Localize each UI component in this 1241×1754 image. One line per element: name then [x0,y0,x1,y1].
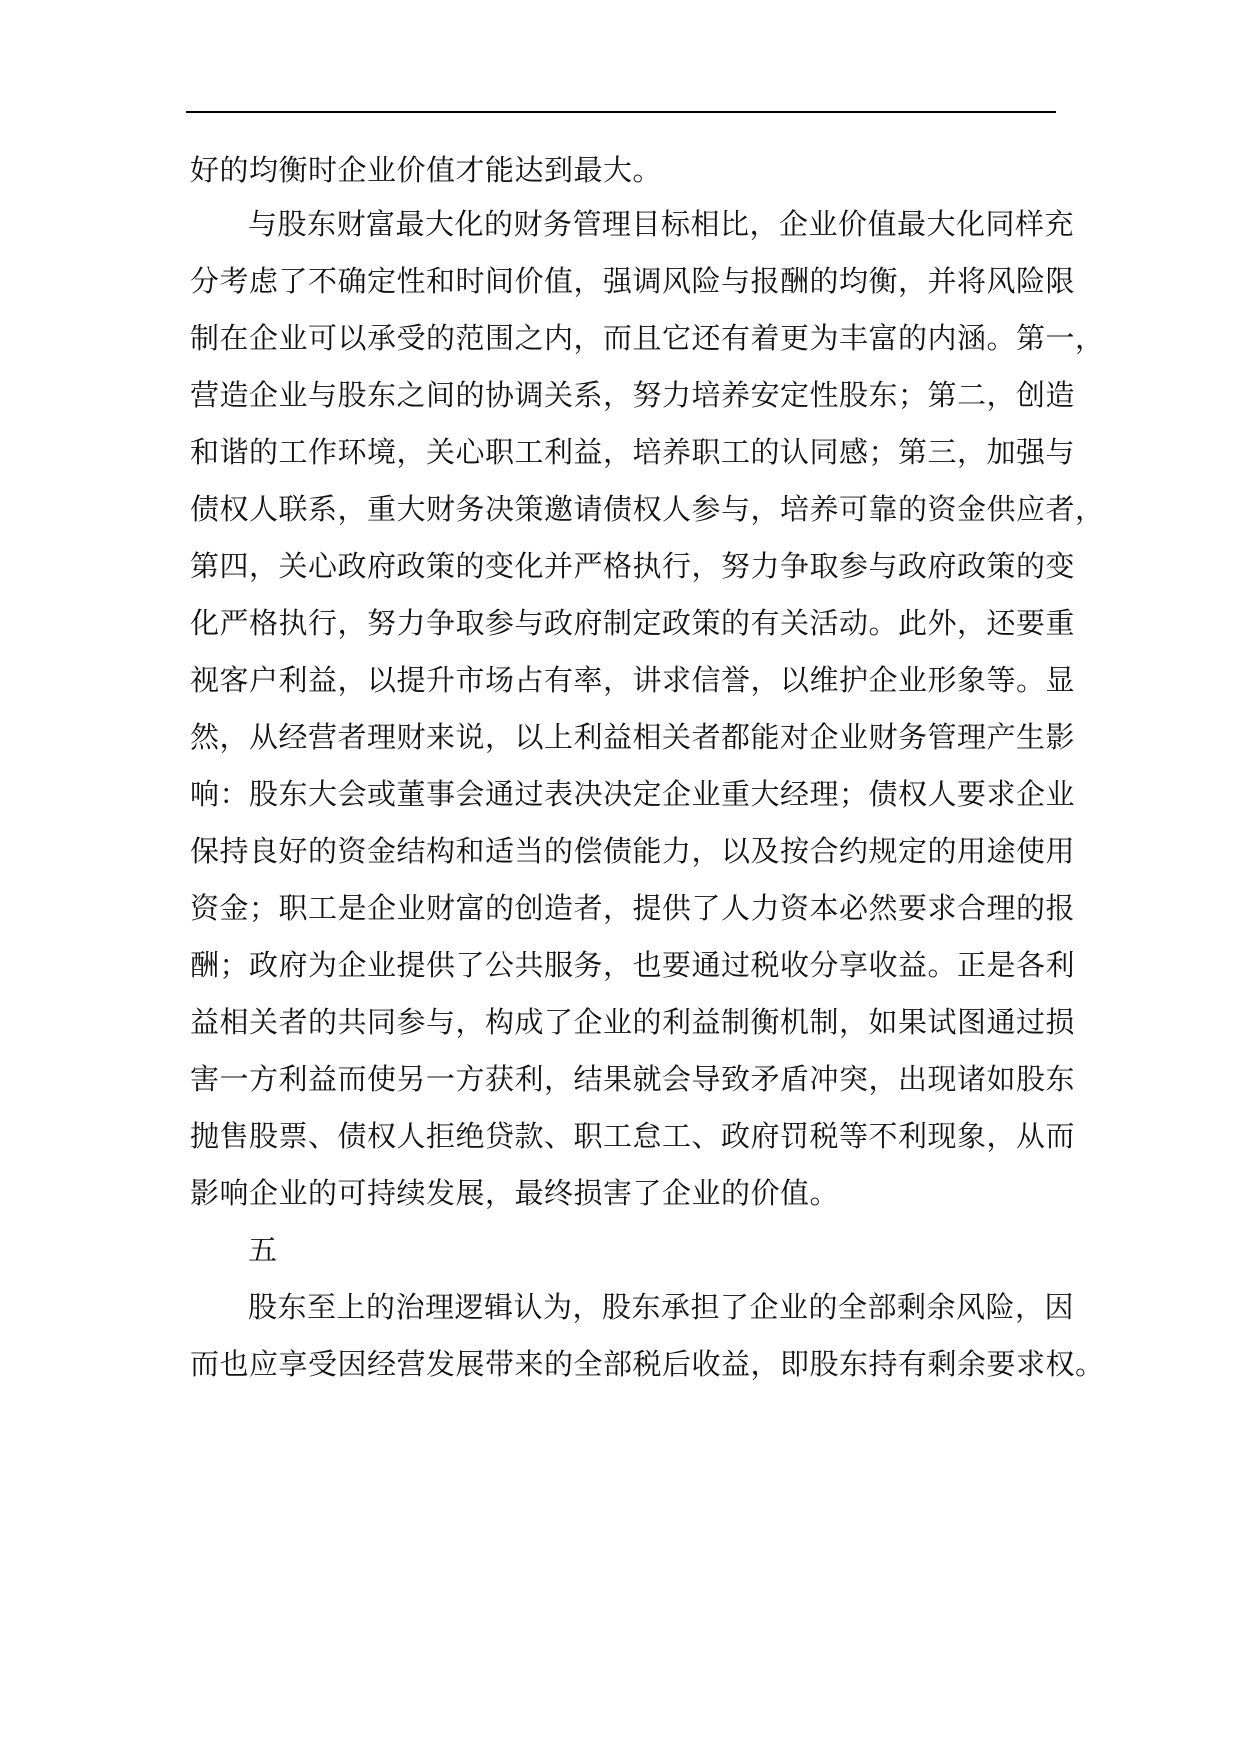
text-line: 害一方利益而使另一方获利，结果就会导致矛盾冲突，出现诸如股东 [190,1062,1076,1096]
text-line: 影响企业的可持续发展，最终损害了企业的价值。 [190,1176,840,1210]
text-line: 而也应享受因经营发展带来的全部税后收益，即股东持有剩余要求权。 [190,1347,1105,1381]
text-line: 债权人联系，重大财务决策邀请债权人参与，培养可靠的资金供应者， [190,492,1105,526]
text-line: 保持良好的资金结构和适当的偿债能力，以及按合约规定的用途使用 [190,834,1076,868]
text-line: 益相关者的共同参与，构成了企业的利益制衡机制，如果试图通过损 [190,1005,1076,1039]
paragraph-start-line: 股东至上的治理逻辑认为，股东承担了企业的全部剩余风险，因 [248,1290,1075,1324]
text-line: 化严格执行，努力争取参与政府制定政策的有关活动。此外，还要重 [190,606,1076,640]
text-line: 酬；政府为企业提供了公共服务，也要通过税收分享收益。正是各利 [190,948,1076,982]
text-line: 好的均衡时企业价值才能达到最大。 [190,153,663,187]
text-line: 资金；职工是企业财富的创造者，提供了人力资本必然要求合理的报 [190,891,1076,925]
text-line: 抛售股票、债权人拒绝贷款、职工怠工、政府罚税等不利现象，从而 [190,1119,1076,1153]
text-line: 响：股东大会或董事会通过表决决定企业重大经理；债权人要求企业 [190,777,1076,811]
section-heading: 五 [248,1233,278,1267]
text-line: 第四，关心政府政策的变化并严格执行，努力争取参与政府政策的变 [190,549,1076,583]
paragraph-start-line: 与股东财富最大化的财务管理目标相比，企业价值最大化同样充 [248,207,1075,241]
text-line: 营造企业与股东之间的协调关系，努力培养安定性股东；第二，创造 [190,378,1076,412]
text-line: 视客户利益，以提升市场占有率，讲求信誉，以维护企业形象等。显 [190,663,1076,697]
header-rule [186,111,1056,113]
text-line: 然，从经营者理财来说，以上利益相关者都能对企业财务管理产生影 [190,720,1076,754]
text-line: 制在企业可以承受的范围之内，而且它还有着更为丰富的内涵。第一， [190,321,1105,355]
text-line: 分考虑了不确定性和时间价值，强调风险与报酬的均衡，并将风险限 [190,264,1076,298]
text-line: 和谐的工作环境，关心职工利益，培养职工的认同感；第三，加强与 [190,435,1076,469]
